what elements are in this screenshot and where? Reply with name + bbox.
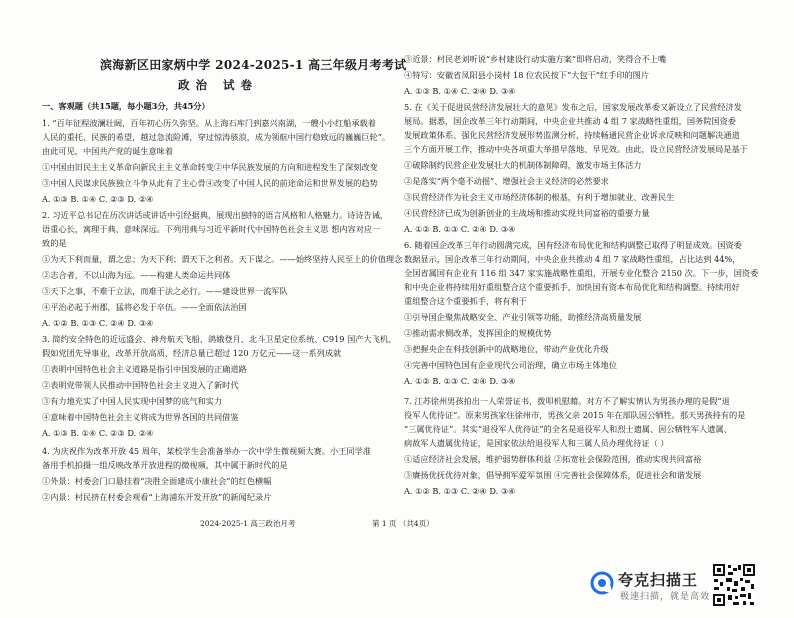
text-line: 发展政策体系、强化民营经济发展形势监测分析，持续畅通民营企业诉求反映和问题解决通道	[404, 130, 740, 140]
text-line: 6. 随着国企改革三年行动圆满完成，国有经济布局优化和结构调整已取得了明显成效。国资委	[404, 240, 742, 250]
text-line: 病故军人遗属优待证，是国家依法给退役军人和三属人员办理优待证（ ）	[404, 438, 669, 448]
text-line: ④特写：安徽省凤阳县小岗村 18 位农民按下“大包干”红手印的图片	[404, 70, 650, 80]
quark-logo-icon	[590, 571, 614, 595]
text-line: ③天下之事，不难于立法，而难于法之必行。——建设世界一流军队	[42, 286, 288, 296]
qr-code-icon	[712, 563, 756, 607]
text-line: ②内景：村民挤在村委会观看“上海浦东开发开放”的新闻纪录片	[42, 492, 272, 502]
text-line: 人民的重托、民族的希望，越过急流险滩，穿过惊涛骇浪，成为领航中国行稳致远的巍巍巨轮”。	[42, 132, 391, 142]
text-line: ③中国人民谋求民族独立斗争从此有了主心骨④改变了中国人民的前途命运和世界发展的趋势	[42, 178, 378, 188]
text-line: 1. “百年征程波澜壮阔，百年初心历久弥坚。从上海石库门到嘉兴南湖，一艘小小红船承载着	[42, 118, 376, 128]
text-line: 和中央企业将持续用好重组整合这个重要抓手，加快国有资本布局优化和结构调整。持续用好	[404, 282, 740, 292]
text-line: 重组整合这个重要抓手，将有利于	[404, 296, 527, 306]
text-line: ③有力地充实了中国人民实现中国梦的底气和实力	[42, 396, 223, 406]
answer-options: A. ①③ B. ①④ C. ②③ D. ②④	[42, 428, 154, 438]
page-footer-left: 2024-2025-1 高三政治月考	[200, 519, 296, 528]
text-line: 5. 在《关于促进民营经济发展壮大的意见》发布之后，国家发展改革委又新设立了民营经济发	[404, 102, 742, 112]
answer-options: A. ①② B. ①③ C. ②④ D. ③④	[404, 376, 516, 386]
text-line: ①适应经济社会发展，维护弱势群体利益 ②拓宽社会保险范围，推动实现共同富裕	[404, 454, 702, 464]
text-line: ①表明中国特色社会主义道路是指引中国发展的正确道路	[42, 364, 247, 374]
answer-options: A. ①② B. ①③ C. ②④ D. ③④	[404, 224, 516, 234]
text-line: ③賡扬优抚优待对象，倡导拥军爱军氛围 ④完善社会保障体系，促进社会和谐发展	[404, 470, 702, 480]
text-line: ③近景：村民老刘听说“乡村建设行动实施方案”即将启动，笑得合不上嘴	[404, 54, 667, 64]
page-footer-right: 第 1 页 （共4页）	[372, 519, 434, 528]
text-line: 三个方面开展工作，推动中央各项重大举措早落地、早见效。由此，设立民营经济发展局是基于	[404, 144, 748, 154]
text-line: 备用手机拍摄一组反映改革开放进程的微视频，其中属于新时代的是	[42, 460, 288, 470]
exam-subtitle: 政治 试卷	[178, 78, 259, 92]
text-line: 全国省属国有企业有 116 组 347 家实施战略性重组，开展专业化整合 2150 次。下一步，国资委	[404, 268, 759, 278]
text-line: 致的是	[42, 238, 67, 248]
answer-options: A. ①② B. ①③ C. ②④ D. ③④	[42, 318, 154, 328]
exam-title: 滨海新区田家炳中学 2024-2025-1 高三年级月考考试	[100, 58, 407, 72]
text-line: ②是落实“两个毫不动摇”、增强社会主义经济的必然要求	[404, 176, 609, 186]
scanner-app-name: 夸克扫描王	[618, 571, 699, 589]
text-line: ④民营经济已成为创新创业的主战场和推动实现共同富裕的重要力量	[404, 208, 650, 218]
answer-options: A. ①② B. ①③ C. ②④ D. ③④	[404, 486, 516, 496]
text-line: 语重心长，寓理于典，意味深远。下列用典与习近平新时代中国特色社会主义思 想内容对应一	[42, 224, 381, 234]
text-line: ①中国由旧民主主义革命向新民主主义革命转变②中华民族发展的方向和进程发生了深刻改变	[42, 162, 378, 172]
text-line: “三属优待证”。其实“退役军人优待证”的全名是退役军人和烈士遗属、因公牺牲军人遗属、	[404, 424, 732, 434]
text-line: ①外景：村委会门口悬挂着“决胜全面建成小康社会”的红色横幅	[42, 476, 272, 486]
text-line: ③把握央企在科技创新中的战略地位，带动产业优化升级	[404, 344, 609, 354]
text-line: ④平治必起于州郡，猛将必发于卒伍。——全面依法治国	[42, 302, 247, 312]
text-line: 役军人优待证”。原来男孩家住徐州市，男孩父亲 2015 年在部队因公牺牲。那天男孩持有的是	[404, 410, 746, 420]
answer-options: A. ①③ B. ①④ C. ②④ D. ③④	[404, 86, 516, 96]
text-line: ②推动需求侧改革，发挥国企的规模优势	[404, 328, 552, 338]
text-line: 由此可见，中国共产党的诞生意味着	[42, 146, 174, 156]
text-line: 展局。据悉，国企改革三年行动期间，中央企业共推动 4 组 7 家战略性重组，国务院国资委	[404, 116, 736, 126]
text-line: ②表明党带领人民推动中国特色社会主义进入了新时代	[42, 380, 239, 390]
text-line: ④意味着中国特色社会主义将成为世界各国的共同借鉴	[42, 412, 239, 422]
text-line: ①为天下利而量，谓之忠；为天下利；谓天下之利者。天下谋之。——始终坚持人民至上的价值理念	[42, 254, 403, 264]
text-line: ④完善中国特色国有企业现代公司治理，确立市场主体地位	[404, 360, 617, 370]
text-line: 7. 江苏徐州男孩拍出一人荣誉证书，拨叩机慰藉。对方不了解实情认为男孩办理的是假“退	[404, 396, 730, 406]
section-heading: 一、客观题（共15题，每小题3分，共45分）	[42, 101, 210, 111]
text-line: 3. 简约安全特色的近远盛会、神舟航天飞船、鸽娥登月、北斗卫星定位系统、C919 国产大飞机、	[42, 334, 397, 344]
answer-options: A. ①③ B. ①④ C. ②③ D. ②④	[42, 194, 154, 204]
text-line: 2. 习近平总书记在历次讲话或讲话中引经据典，展现出独特的语言风格和人格魅力。诗诗告诫，	[42, 210, 389, 220]
text-line: ①破除制约民营企业发展壮大的机制体制障碍，激发市场主体活力	[404, 160, 642, 170]
scanner-watermark	[590, 567, 710, 607]
text-line: 4. 为庆祝作为改革开放 45 周年，某校学生会准备举办一次中学生微视频大赛。小王同学准	[42, 446, 371, 456]
text-line: 数据显示，国企改革三年行动期间，中央企业共推动 4 组 7 家战略性重组，占比达到 44%，	[404, 254, 741, 264]
text-line: ②志合者，不以山海为远。——构建人类命运共同体	[42, 270, 231, 280]
text-line: 假如党团先导事业，改革开放高质、经济总量已超过 120 万亿元——这一系列成就	[42, 348, 342, 358]
scanner-slogan: 极速扫描，就是高效	[620, 592, 711, 602]
text-line: ③民营经济作为社会主义市场经济体制的根基，有利于增加就业、改善民生	[404, 192, 675, 202]
text-line: ①引导国企聚焦战略安全、产业引领等功能，助推经济高质量发展	[404, 312, 642, 322]
